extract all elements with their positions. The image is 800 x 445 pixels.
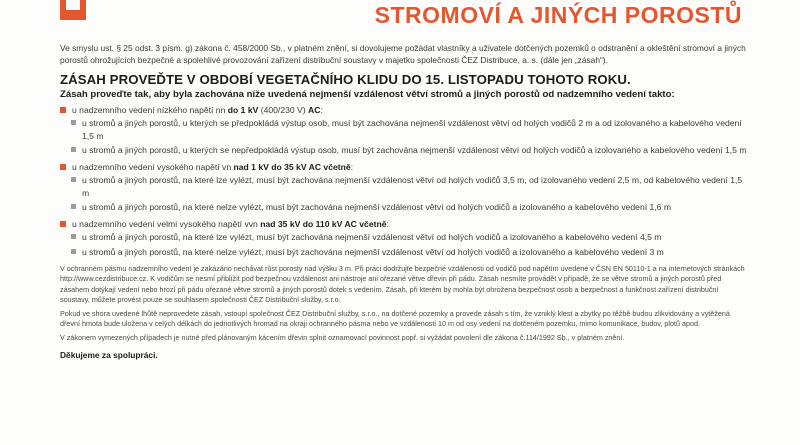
note-paragraph: V zákonem vymezených případech je nutné před plánovaným kácením dřevin splnit oznamovací povinnost popř. si vyžádat povolení dle zákona č.114/1992 Sb., v platném znění. [60, 333, 625, 343]
requirement-list [60, 174, 750, 214]
sub-heading: Zásah proveďte tak, aby byla zachována níže uvedená nejmenší vzdálenost větví stromů a jiných porostů od nadzemního vedení takto: [60, 88, 675, 100]
thanks-line: Děkujeme za spolupráci. [60, 349, 158, 360]
voltage-group-nn [60, 104, 750, 157]
note-paragraph: Pokud ve shora uvedené lhůtě neprovedete zásah, vstoupí společnost ČEZ Distribuční služby, s.r.o., na dotčené pozemky a provede zásah s tím, že vzniklý klest a zbytky po těžbě budou zlikvidovány a vytěžená dřevní hmota bude uložena v celých délkách do jednotlivých hromad na okraji ochranného pásma nebo ve vzdálenosti 10 m od osy vedení na dotčeném pozemku, mimo komunikace, budov, plotů apod. [60, 308, 730, 329]
list-item: u stromů a jiných porostů, na které lze vylézt, musí být zachována nejmenší vzdálenost větví od holých vodičů 3,5 m, od izolovaného vedení 2,5 m, od kabelového vedení 1,5 m [60, 174, 750, 199]
document-body [60, 42, 750, 360]
cez-logo [60, 0, 86, 20]
requirement-list [60, 231, 750, 258]
list-item: u stromů a jiných porostů, na které lze vylézt, musí být zachována nejmenší vzdálenost větví od holých vodičů a izolovaného a kabelového vedení 4,5 m [60, 231, 750, 244]
notes-section [60, 264, 750, 343]
note-paragraph: V ochranném pásmu nadzemního vedení je zakázáno nechávat růst porosty nad výšku 3 m. Při práci dodržujte bezpečné vzdálenosti od vodičů pod napětím uvedené v ČSN EN 50110-1 a na internetových stránkách http://www.cezdistribuce.cz. K vodičům se nesmí přiblížit pod bezpečnou vzdálenost ani nástroje ani ořezané větve dřevin při pádu. Zásah nesmíte provádět v případě, že se větve stromů a jiných porostů před zásahem dotýkají vedení nebo hrozí při pádu ořezané větve stromů a jiných porostů dotek s vedením. Zásah, při kterém by mohla být ohrožena bezpečnost osob a bezpečnost a funkčnost zařízení distribuční soustavy, můžete provést pouze se souhlasem společnosti ČEZ Distribuční služby, s.r.o. [60, 264, 745, 304]
requirement-list [60, 117, 750, 157]
voltage-group-vn [60, 161, 750, 214]
list-item: u stromů a jiných porostů, na které nelze vylézt, musí být zachována nejmenší vzdálenost větví od holých vodičů a izolovaného a kabelového vedení 3 m [60, 246, 750, 259]
group-label: u nadzemního vedení vysokého napětí vn nad 1 kV do 35 kV AC včetně: [60, 161, 750, 174]
main-heading: ZÁSAH PROVEĎTE V OBDOBÍ VEGETAČNÍHO KLIDU DO 15. LISTOPADU TOHOTO ROKU. [60, 71, 631, 87]
group-label: u nadzemního vedení velmi vysokého napětí vvn nad 35 kV do 110 kV AC včetně: [60, 218, 750, 231]
intro-paragraph: Ve smyslu ust. § 25 odst. 3 písm. g) zákona č. 458/2000 Sb., v platném znění, si dovolujeme požádat vlastníky a uživatele dotčených pozemků o odstranění a okleštění stromoví a jiných porostů ohrožujících bezpečné a spolehlivé provozování zařízení distribuční soustavy v majetku společnosti ČEZ Distribuce, a. s. (dále jen „zásah“). [60, 43, 746, 66]
list-item: u stromů a jiných porostů, u kterých se předpokládá výstup osob, musí být zachována nejmenší vzdálenost větví od holých vodičů 2 m a od izolovaného a kabelového vedení 1,5 m [60, 117, 750, 142]
logo-notch [66, 0, 80, 10]
group-label: u nadzemního vedení nízkého napětí nn do 1 kV (400/230 V) AC: [60, 104, 750, 117]
list-item: u stromů a jiných porostů, u kterých se nepředpokládá výstup osob, musí být zachována nejmenší vzdálenost větví od holých vodičů a izolovaného a kabelového vedení 1,5 m [60, 144, 750, 157]
voltage-group-vvn [60, 218, 750, 259]
page-title: STROMOVÍ A JINÝCH POROSTŮ [374, 2, 742, 28]
list-item: u stromů a jiných porostů, na které nelze vylézt, musí být zachována nejmenší vzdálenost větví od holých vodičů a izolovaného a kabelového vedení 1,6 m [60, 201, 750, 214]
